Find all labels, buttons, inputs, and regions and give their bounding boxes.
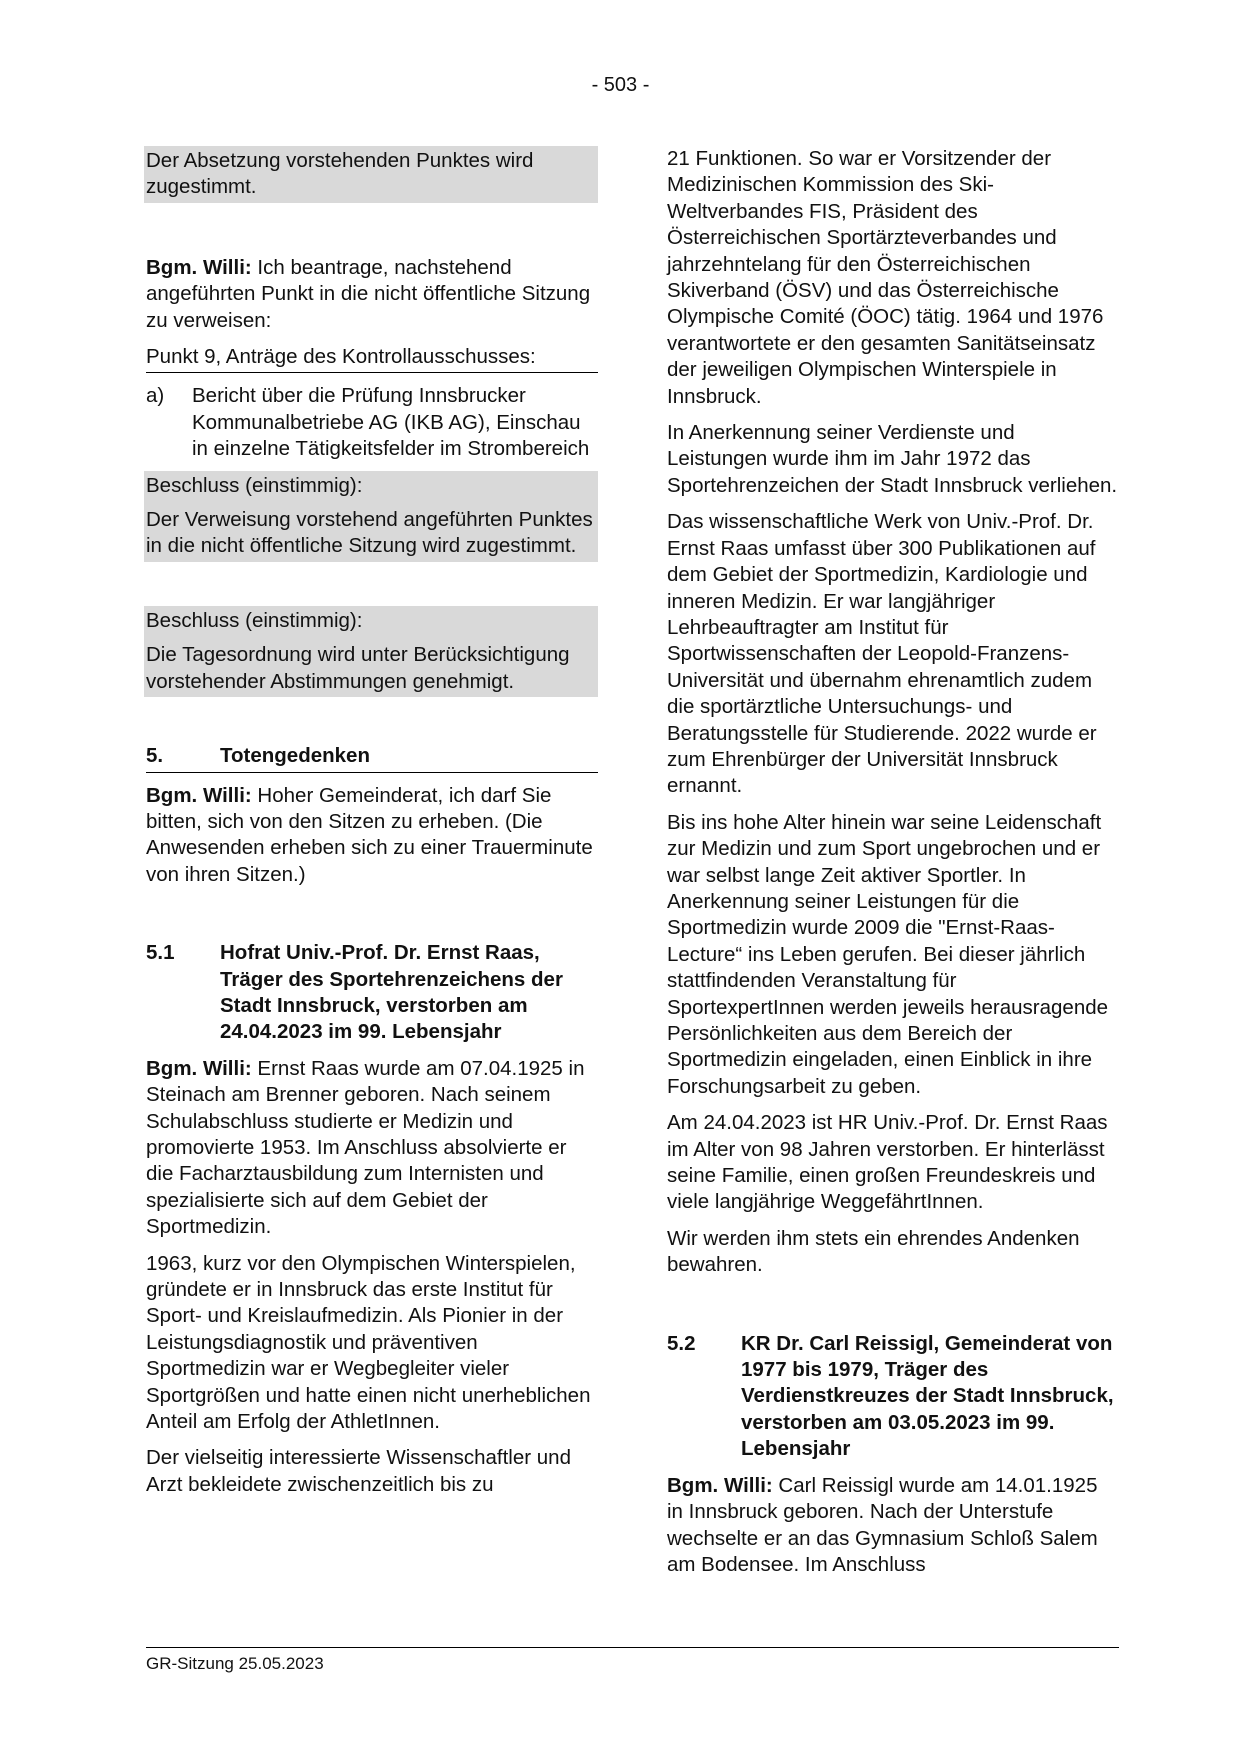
section-heading [146, 940, 598, 1046]
speech-text: Ernst Raas wurde am 07.04.1925 in Steinach am Brenner geboren. Nach seinem Schulabschluss studierte er Medizin und promovierte 1953. Im Anschluss absolvierte er die Facharztausbildung zum Internisten und spezialisierte sich auf dem Gebiet der Sportmedizin. [146, 1056, 585, 1239]
resolution-text: Die Tagesordnung wird unter Berücksichtigung vorstehender Abstimmungen genehmigt. [146, 643, 570, 693]
paragraph: In Anerkennung seiner Verdienste und Leistungen wurde ihm im Jahr 1972 das Sportehrenzeichen der Stadt Innsbruck verliehen. [667, 421, 1118, 497]
paragraph: Wir werden ihm stets ein ehrendes Andenken bewahren. [667, 1226, 1080, 1277]
right-column [667, 146, 1119, 1588]
speech-text: Hoher Gemeinderat, ich darf Sie bitten, sich von den Sitzen zu erheben. (Die Anwesenden erheben sich zu einer Trauerminute von ihren Sitzen.) [146, 783, 593, 886]
speaker-label: Bgm. Willi: [146, 255, 252, 279]
section-number: 5.1 [146, 941, 175, 965]
speaker-label: Bgm. Willi: [146, 1056, 252, 1080]
paragraph: 1963, kurz vor den Olympischen Winterspielen, gründete er in Innsbruck das erste Institut für Sport- und Kreislaufmedizin. Als Pionier in der Leistungsdiagnostik und präventiven Sportmedizin war er Wegbegleiter vieler Sportgrößen und hatte einen nicht unerheblichen Anteil am Erfolg der AthletInnen. [146, 1251, 591, 1434]
footer-text: GR-Sitzung 25.05.2023 [146, 1654, 324, 1673]
list-item-text: Bericht über die Prüfung Innsbrucker Kommunalbetriebe AG (IKB AG), Einschau in einzelne Tätigkeitsfelder im Strombereich [192, 384, 590, 461]
section-number: 5.2 [667, 1331, 696, 1355]
resolution-box [144, 606, 598, 697]
resolution-text: Der Absetzung vorstehenden Punktes wird zugestimmt. [144, 146, 598, 203]
paragraph: Der vielseitig interessierte Wissenschaftler und Arzt bekleidete zwischenzeitlich bis zu [146, 1446, 571, 1496]
speech-text: Carl Reissigl wurde am 14.01.1925 in Innsbruck geboren. Nach der Unterstufe wechselte er an das Gymnasium Schloß Salem am Bodensee. Im Anschluss [667, 1473, 1098, 1576]
section-title: Hofrat Univ.-Prof. Dr. Ernst Raas, Träger des Sportehrenzeichens der Stadt Innsbruck, verstorben am 24.04.2023 im 99. Lebensjahr [220, 941, 563, 1044]
paragraph: Am 24.04.2023 ist HR Univ.-Prof. Dr. Ernst Raas im Alter von 98 Jahren verstorben. Er hinterlässt seine Familie, einen großen Freundeskreis und viele langjährige WeggefährtInnen. [667, 1111, 1108, 1214]
section-title: KR Dr. Carl Reissigl, Gemeinderat von 1977 bis 1979, Träger des Verdienstkreuzes der Stadt Innsbruck, verstorben am 03.05.2023 im 99. Lebensjahr [741, 1331, 1114, 1461]
section-heading [146, 743, 598, 772]
resolution-text: Der Verweisung vorstehend angeführten Punktes in die nicht öffentliche Sitzung wird zugestimmt. [146, 508, 593, 558]
list-item [146, 383, 598, 462]
left-column [146, 146, 598, 1508]
resolution-label: Beschluss (einstimmig): [146, 608, 363, 632]
paragraph [667, 1473, 1119, 1579]
paragraph: Das wissenschaftliche Werk von Univ.-Prof. Dr. Ernst Raas umfasst über 300 Publikationen auf dem Gebiet der Sportmedizin, Kardiologie und inneren Medizin. Er war langjähriger Lehrbeauftragter am Institut für Sportwissenschaften der Leopold-Franzens-Universität und übernahm ehrenamtlich zudem die sportärztliche Untersuchungs- und Beratungsstelle für Studierende. 2022 wurde er zum Ehrenbürger der Universität Innsbruck ernannt. [667, 510, 1097, 798]
speaker-label: Bgm. Willi: [146, 783, 252, 807]
paragraph: 21 Funktionen. So war er Vorsitzender der Medizinischen Kommission des Ski-Weltverbandes FIS, Präsident des Österreichischen Sportärzteverbandes und jahrzehntelang für den Österreichischen Skiverband (ÖSV) und das Österreichische Olympische Comité (ÖOC) tätig. 1964 und 1976 verantwortete er den gesamten Sanitätseinsatz der jeweiligen Olympischen Winterspiele in Innsbruck. [667, 147, 1104, 408]
paragraph [146, 255, 598, 334]
speaker-label: Bgm. Willi: [667, 1473, 773, 1497]
resolution-box [144, 471, 598, 562]
resolution-label: Beschluss (einstimmig): [146, 473, 363, 497]
section-heading [667, 1331, 1119, 1463]
paragraph [146, 1056, 598, 1241]
agenda-item-title: Punkt 9, Anträge des Kontrollausschusses: [146, 344, 598, 373]
paragraph [146, 783, 598, 889]
list-marker: a) [146, 384, 165, 408]
footer-divider [146, 1647, 1119, 1648]
section-title: Totengedenken [220, 744, 370, 768]
page-number: - 503 - [591, 74, 650, 96]
speech-text: Ich beantrage, nachstehend angeführten Punkt in die nicht öffentliche Sitzung zu verweisen: [146, 255, 591, 332]
section-number: 5. [146, 744, 164, 768]
paragraph: Bis ins hohe Alter hinein war seine Leidenschaft zur Medizin und zum Sport ungebrochen und er war selbst lange Zeit aktiver Sportler. In Anerkennung seiner Leistungen für die Sportmedizin wurde 2009 die "Ernst-Raas-Lecture“ ins Leben gerufen. Bei dieser jährlich stattfindenden Veranstaltung für SportexpertInnen werden jeweils herausragende Persönlichkeiten aus dem Bereich der Sportmedizin eingeladen, einen Einblick in ihre Forschungsarbeit zu geben. [667, 810, 1109, 1098]
